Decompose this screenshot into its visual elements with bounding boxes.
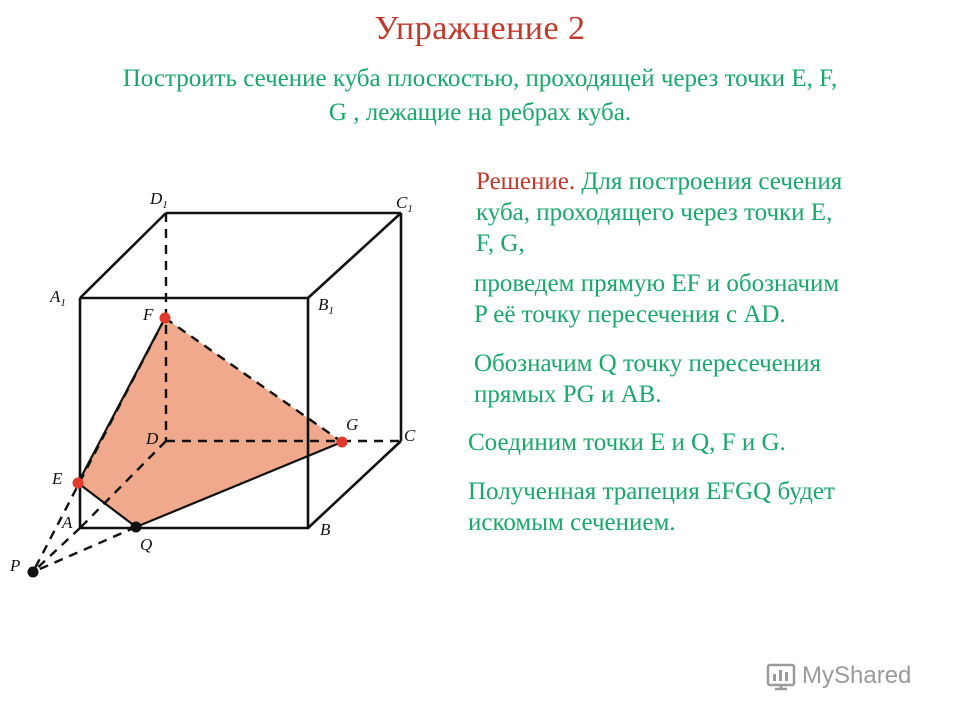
solution-step-4-line-1: Соединим точки E и Q, F и G.	[468, 429, 786, 456]
label-a1: $A_1$	[50, 287, 66, 309]
solution-step-5-line-1: Полученная трапеция EFGQ будет	[468, 478, 835, 505]
cube-section-figure	[0, 180, 460, 600]
label-d: D	[146, 429, 159, 448]
label-p: P	[10, 556, 21, 575]
label-b: B	[320, 520, 331, 539]
solution-step-5-line-2: искомым сечением.	[468, 509, 676, 536]
label-d1: $D_1$	[150, 189, 168, 211]
label-a: A	[62, 513, 73, 532]
solution-step-3-line-1: Обозначим Q точку пересечения	[474, 350, 822, 377]
solution-step-3-line-2: прямых PG и AB.	[474, 381, 662, 408]
point-e	[73, 478, 84, 489]
watermark-text: MyShared	[802, 662, 912, 689]
solution-step-1	[476, 166, 956, 259]
label-f: F	[143, 305, 154, 324]
slide-title: Упражнение 2	[374, 10, 586, 47]
label-c1: $C_1$	[396, 193, 413, 215]
point-p	[28, 567, 39, 578]
solution-step-3	[474, 348, 954, 410]
solution-step-2-line-1: проведем прямую EF и обозначим	[474, 270, 840, 297]
solution-step-1-line-1: Для построения сечения	[575, 168, 843, 195]
solution-step-2-line-2: P её точку пересечения с AD.	[474, 301, 786, 328]
solution-step-5	[468, 476, 948, 538]
point-f	[160, 313, 171, 324]
solution-step-1-line-3: F, G,	[476, 230, 525, 257]
task-line-2: G , лежащие на ребрах куба.	[328, 99, 632, 126]
solution-step-2	[474, 268, 954, 330]
solution-step-4	[468, 427, 948, 458]
label-c: C	[404, 426, 416, 445]
solution-step-1-line-2: куба, проходящего через точки E,	[476, 199, 833, 226]
point-g	[337, 437, 348, 448]
label-g: G	[346, 415, 359, 434]
myshared-logo-icon	[766, 661, 796, 691]
label-e: E	[52, 469, 63, 488]
label-q: Q	[140, 535, 153, 554]
label-b1: $B_1$	[318, 295, 334, 317]
point-q	[131, 522, 142, 533]
watermark	[766, 656, 911, 696]
solution-label: Решение.	[476, 168, 576, 195]
task-line-1: Построить сечение куба плоскостью, проходящей через точки E, F,	[122, 65, 838, 92]
task-statement	[0, 62, 960, 130]
